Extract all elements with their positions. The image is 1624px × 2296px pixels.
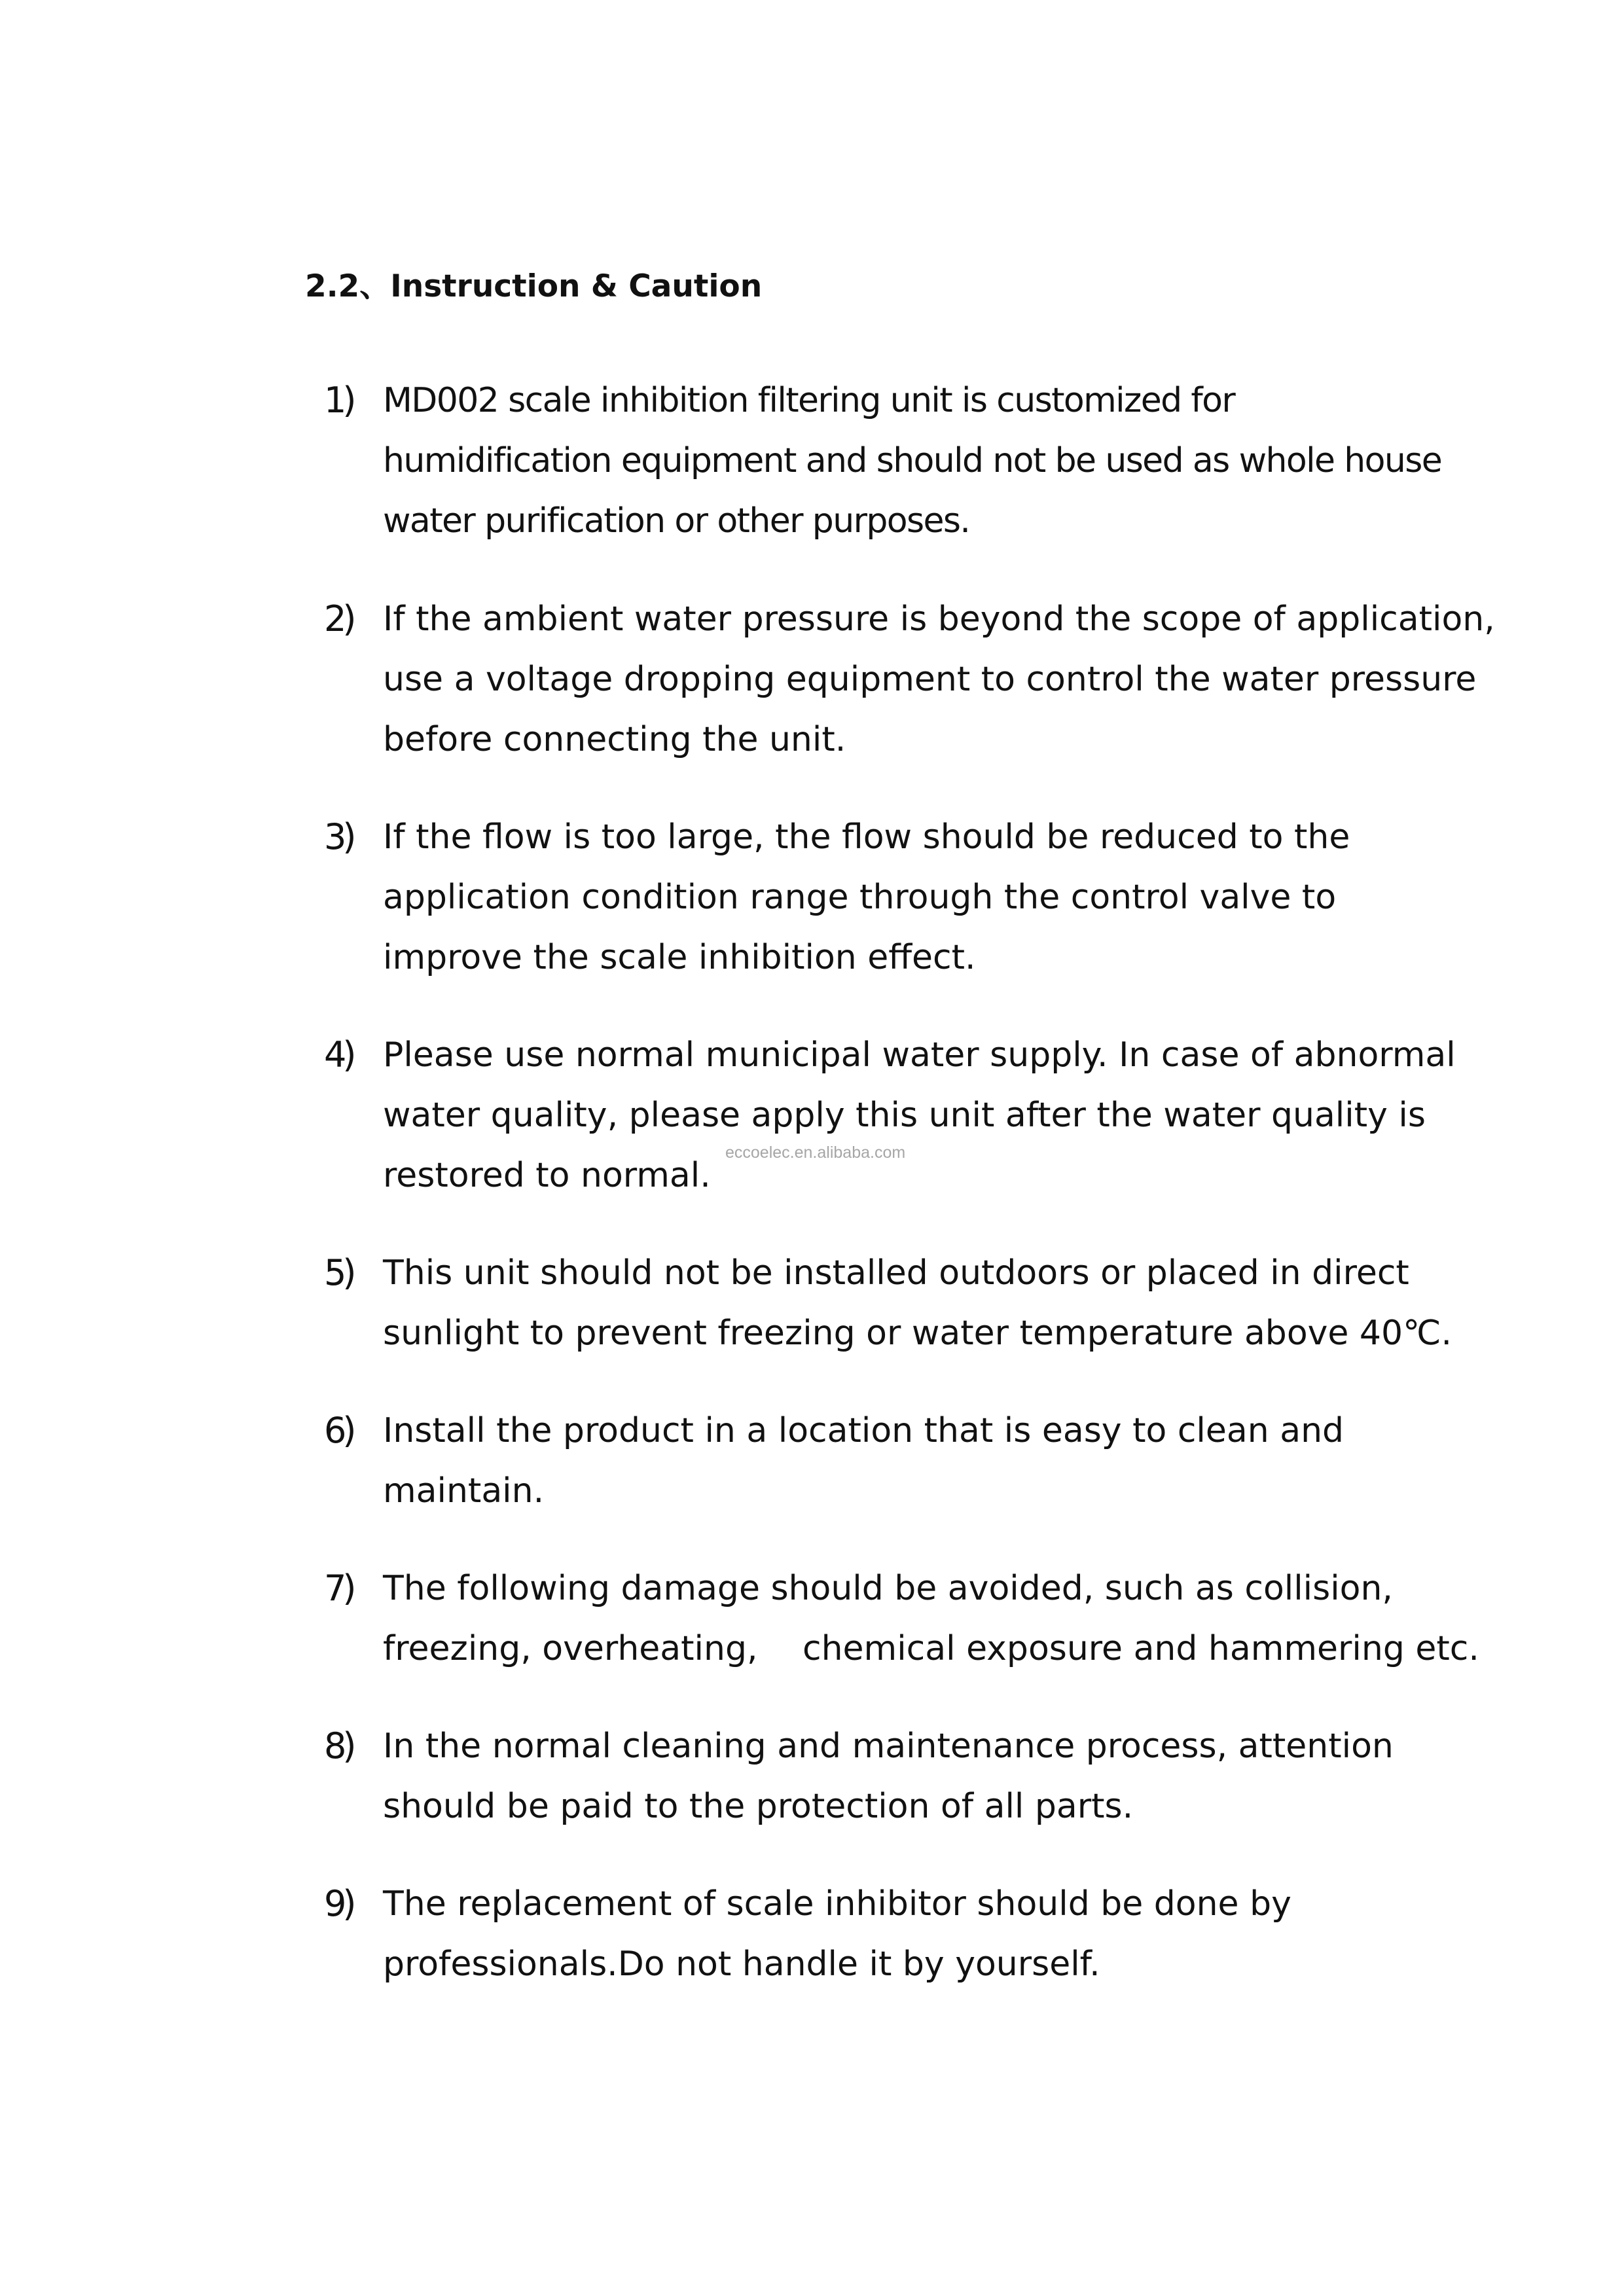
item-text-line: use a voltage dropping equipment to control the water pressure: [383, 660, 1477, 699]
item-text-line: before connecting the unit.: [383, 720, 846, 759]
item-text-line: freezing, overheating, chemical exposure and hammering etc.: [383, 1629, 1479, 1668]
item-text-line: Please use normal municipal water supply. In case of abnormal: [383, 1035, 1456, 1075]
item-text-line: This unit should not be installed outdoors or placed in direct: [383, 1253, 1409, 1293]
item-number: 7): [324, 1568, 353, 1609]
item-text-line: If the flow is too large, the flow should be reduced to the: [383, 817, 1350, 857]
item-text-line: Install the product in a location that is easy to clean and: [383, 1411, 1344, 1450]
item-text-line: maintain.: [383, 1471, 545, 1511]
item-text-line: In the normal cleaning and maintenance process, attention: [383, 1727, 1394, 1766]
item-text-line: water purification or other purposes.: [383, 501, 970, 541]
item-number: 5): [324, 1252, 353, 1293]
item-number: 9): [324, 1883, 353, 1924]
item-number: 4): [324, 1034, 353, 1075]
item-text-line: The following damage should be avoided, such as collision,: [383, 1569, 1393, 1608]
watermark: eccoelec.en.alibaba.com: [725, 1143, 906, 1162]
item-text-line: sunlight to prevent freezing or water temperature above 40℃.: [383, 1314, 1453, 1353]
item-text-line: application condition range through the control valve to: [383, 878, 1337, 917]
item-number: 1): [324, 380, 353, 421]
item-text-line: If the ambient water pressure is beyond the scope of application,: [383, 600, 1495, 639]
item-text-line: MD002 scale inhibition filtering unit is customized for: [383, 381, 1235, 420]
item-number: 3): [324, 816, 353, 857]
section-heading: 2.2、Instruction & Caution: [305, 268, 763, 304]
item-text-line: should be paid to the protection of all parts.: [383, 1787, 1134, 1826]
item-text-line: humidification equipment and should not be used as whole house: [383, 441, 1442, 480]
item-number: 6): [324, 1410, 353, 1451]
item-text-line: The replacement of scale inhibitor should be done by: [383, 1884, 1291, 1924]
item-text-line: professionals.Do not handle it by yourself.: [383, 1945, 1100, 1984]
item-text-line: restored to normal.: [383, 1156, 711, 1195]
item-number: 8): [324, 1725, 353, 1767]
item-text-line: water quality, please apply this unit after the water quality is: [383, 1096, 1426, 1135]
item-number: 2): [324, 598, 353, 639]
item-text-line: improve the scale inhibition effect.: [383, 938, 976, 977]
